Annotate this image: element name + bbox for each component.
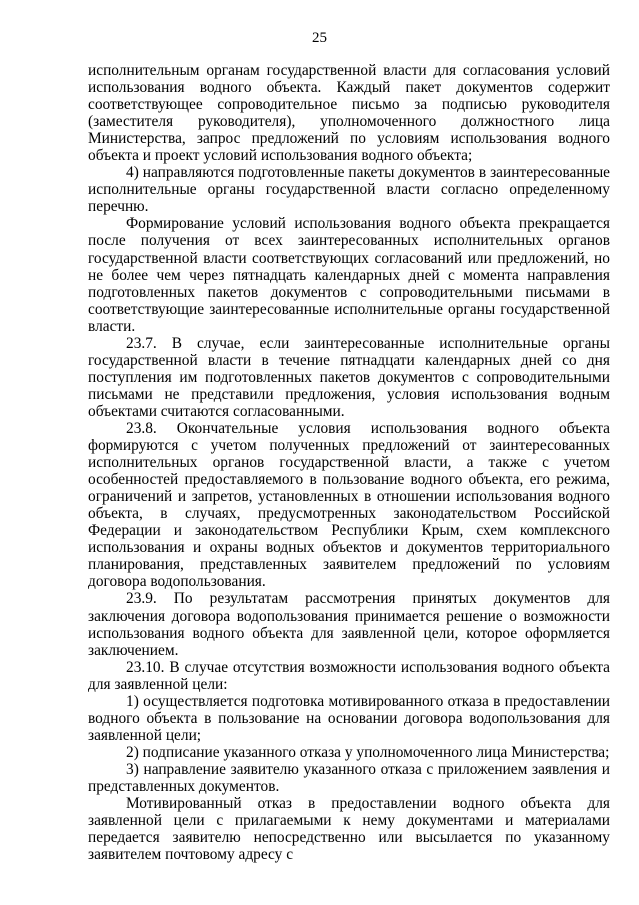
paragraph: 23.8. Окончательные условия использования водного объекта формируются с учетом полученных предложений от заинтересованных исполнительных органов государственной власти, а также с учетом особенностей предоставляемого в пользование водного объекта, его режима, ограничений и запретов, установленных в отношении использования водного объекта, в случаях, предусмотренных законодательством Российской Федерации и законодательством Республики Крым, схем комплексного использования и охраны водных объектов и документов территориального планирования, представленных заявителем предложений по условиям договора водопользования. <box>88 419 610 591</box>
page-number: 25 <box>312 30 327 46</box>
paragraph: 4) направляются подготовленные пакеты документов в заинтересованные исполнительные органы государственной власти согласно определенному перечню. <box>88 164 610 216</box>
paragraph: Формирование условий использования водного объекта прекращается после получения от всех заинтересованных исполнительных органов государственной власти соответствующих согласований или предложений, но не более чем через пятнадцать календарных дней с момента направления подготовленных пакетов документов с сопроводительными письмами в соответствующие заинтересованные исполнительные органы государственной власти. <box>88 215 610 335</box>
paragraph: 23.9. По результатам рассмотрения принятых документов для заключения договора водопользования принимается решение о возможности использования водного объекта для заявленной цели, которое оформляется заключением. <box>88 590 610 659</box>
paragraph: 3) направление заявителю указанного отказа с приложением заявления и представленных документов. <box>88 760 610 795</box>
paragraph: 2) подписание указанного отказа у уполномоченного лица Министерства; <box>126 743 610 761</box>
paragraph: Мотивированный отказ в предоставлении водного объекта для заявленной цели с прилагаемыми к нему документами и материалами передается заявителю непосредственно или высылается по указанному заявителем почтовому адресу с <box>88 795 610 864</box>
paragraph: 1) осуществляется подготовка мотивированного отказа в предоставлении водного объекта в пользование на основании договора водопользования для заявленной цели; <box>88 692 610 744</box>
document-body <box>88 62 610 863</box>
paragraph: 23.10. В случае отсутствия возможности использования водного объекта для заявленной цели: <box>88 658 610 693</box>
paragraph: 23.7. В случае, если заинтересованные исполнительные органы государственной власти в течение пятнадцати календарных дней со дня поступления им подготовленных пакетов документов с сопроводительными письмами не представили предложения, условия использования водным объектами считаются согласованными. <box>88 334 610 420</box>
paragraph: исполнительным органам государственной власти для согласования условий использования водного объекта. Каждый пакет документов содержит соответствующее сопроводительное письмо за подписью руководителя (заместителя руководителя), уполномоченного должностного лица Министерства, запрос предложений по условиям использования водного объекта и проект условий использования водного объекта; <box>88 62 610 165</box>
